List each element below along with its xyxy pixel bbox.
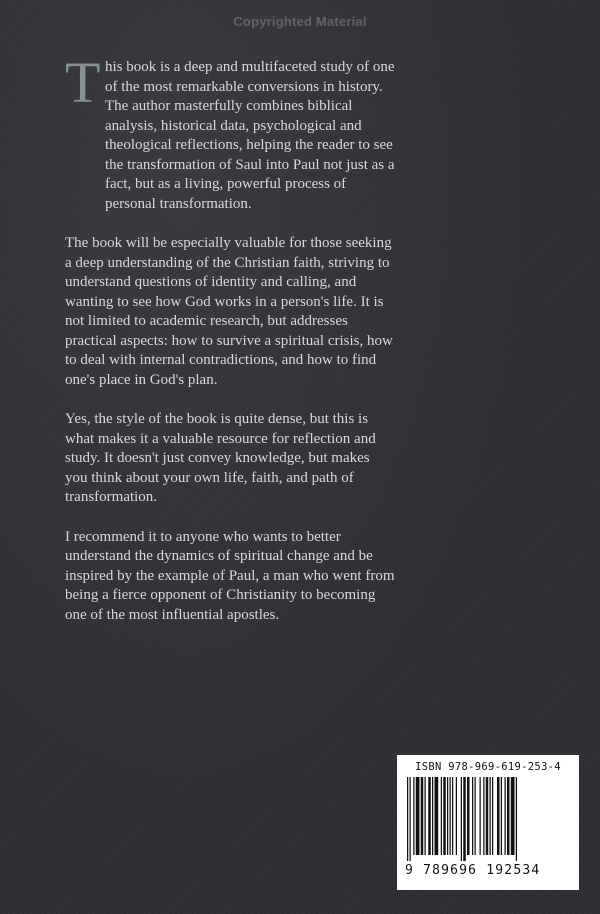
barcode-digits: 9 789696 192534 <box>405 863 541 878</box>
barcode-bar <box>480 777 481 855</box>
barcode-bar <box>432 777 433 855</box>
barcode-bar <box>447 777 448 855</box>
barcode-bar <box>456 777 457 855</box>
barcode-bar <box>413 777 414 855</box>
barcode-bar <box>497 777 500 855</box>
barcode-bar <box>416 777 420 855</box>
barcode-bar <box>450 777 451 855</box>
barcode-bar <box>490 777 491 855</box>
barcode-bar <box>441 777 442 855</box>
blurb-paragraph-1 <box>65 50 395 214</box>
blurb-text <box>65 50 395 645</box>
blurb-paragraph-4: I recommend it to anyone who wants to better understand the dynamics of spiritual change and be inspired by the example of Paul, a man who went from being a fierce opponent of Christianity to becoming one of the most influential apostles. <box>65 528 395 623</box>
barcode-bar <box>505 777 506 855</box>
barcode-bar <box>428 777 431 855</box>
barcode-bar <box>483 777 484 855</box>
barcode-bar <box>467 777 470 855</box>
barcode-bar <box>511 777 515 855</box>
barcode-bar <box>435 777 439 855</box>
barcode-bar <box>410 777 411 861</box>
blurb-paragraph-3: Yes, the style of the book is quite dense, but this is what makes it a valuable resource for reflection and study. It doesn't just convey knowledge, but makes you think about your own life, faith, and path of transformation. <box>65 411 376 505</box>
barcode-bar <box>425 777 426 855</box>
barcode-bar <box>472 777 473 855</box>
isbn-label: ISBN 978-969-619-253-4 <box>415 761 561 773</box>
barcode-bar <box>492 777 493 855</box>
barcode-bar <box>421 777 424 855</box>
barcode-bar <box>461 777 462 861</box>
barcode-bar <box>407 777 408 861</box>
barcode-bar <box>507 777 510 855</box>
barcode-bar <box>452 777 453 855</box>
barcode-bar <box>516 777 517 861</box>
barcode-bar <box>463 777 466 861</box>
barcode-bar <box>475 777 476 855</box>
barcode-bar <box>501 777 502 855</box>
barcode-bar <box>443 777 446 855</box>
isbn-barcode <box>397 755 579 890</box>
blurb-paragraph-2: The book will be especially valuable for those seeking a deep understanding of the Christian faith, striving to understand questions of identity and calling, and wanting to see how God works in a person's life. It is not limited to academic research, but addresses practical aspects: how to survive a spiritual crisis, how to deal with internal contradictions, and how to find one's place in God's plan. <box>65 235 393 388</box>
barcode-bars <box>405 777 571 861</box>
copyright-watermark: Copyrighted Material <box>233 14 367 29</box>
blurb-paragraph-1-text: his book is a deep and multifaceted study of one of the most remarkable conversions in history. The author masterfully combines biblical analysis, historical data, psychological and theological reflections, helping the reader to see the transformation of Saul into Paul not just as a fact, but as a living, powerful process of personal transformation. <box>105 59 395 212</box>
drop-cap: T <box>65 50 101 115</box>
barcode-bar <box>486 777 489 855</box>
